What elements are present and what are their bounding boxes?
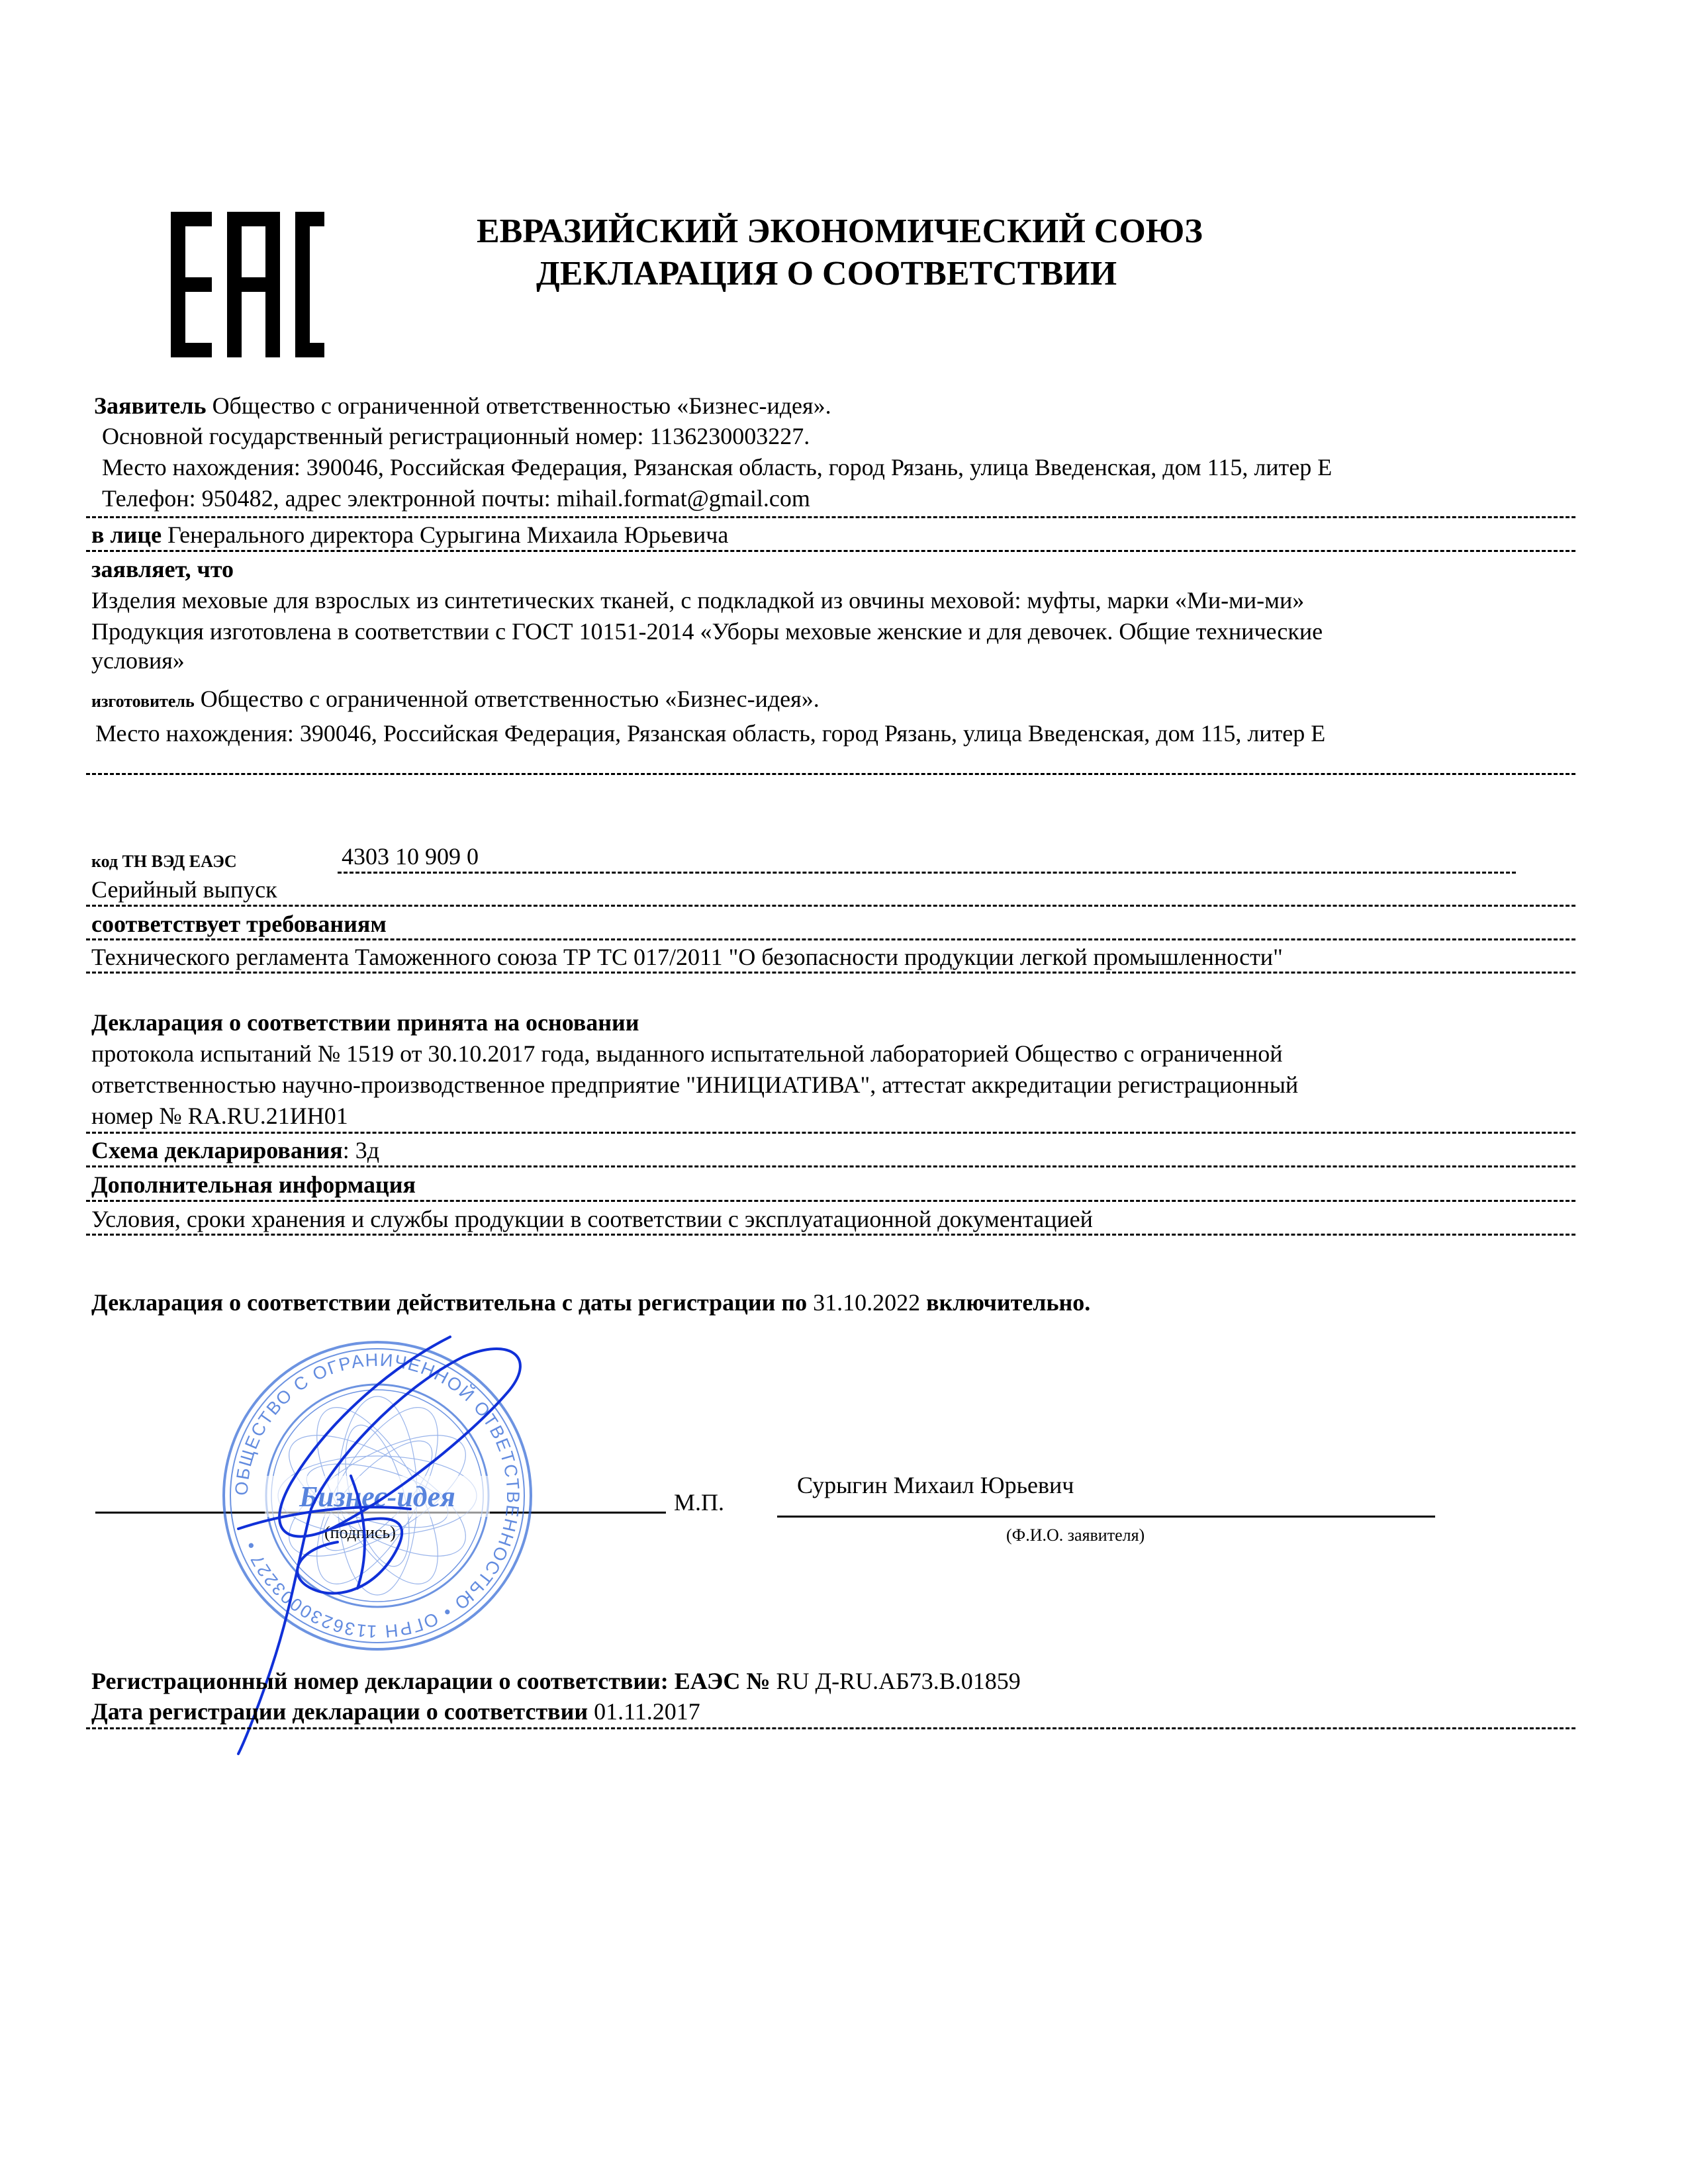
divider (86, 1165, 1575, 1167)
manufacturer-line (91, 684, 820, 716)
additional-label: Дополнительная информация (91, 1171, 416, 1198)
product-line-2: Продукция изготовлена в соответствии с ГОСТ 10151-2014 «Уборы меховые женские и для девочек. Общие технические (91, 618, 1323, 645)
scheme-label: Схема декларирования (91, 1137, 343, 1163)
signature-caption: (подпись) (324, 1523, 396, 1542)
divider (86, 905, 1575, 907)
signer-name: Сурыгин Михаил Юрьевич (797, 1472, 1074, 1498)
union-title: ЕВРАЗИЙСКИЙ ЭКОНОМИЧЕСКИЙ СОЮЗ (477, 212, 1203, 250)
mp-label: М.П. (674, 1489, 725, 1516)
divider (86, 550, 1575, 552)
validity-suffix: включительно. (926, 1289, 1091, 1316)
basis-line-1: протокола испытаний № 1519 от 30.10.2017 года, выданного испытательной лабораторией Общество с ограниченной (91, 1040, 1283, 1067)
divider (86, 938, 1575, 940)
registration-date-label: Дата регистрации декларации о соответствии (91, 1698, 588, 1725)
person-label: в лице (91, 522, 162, 548)
product-line-1: Изделия меховые для взрослых из синтетических тканей, с подкладкой из овчины меховой: муфты, марки «Ми-ми-ми» (91, 587, 1305, 614)
registration-number-label: Регистрационный номер декларации о соответствии: ЕАЭС № (91, 1668, 771, 1694)
applicant-name: Общество с ограниченной ответственностью «Бизнес-идея». (212, 392, 831, 419)
basis-line-2: ответственностью научно-производственное предприятие "ИНИЦИАТИВА", аттестат аккредитации регистрационный (91, 1071, 1299, 1098)
svg-text:ОБЩЕСТВО С ОГРАНИЧЕННОЙ ОТВЕТС: ОБЩЕСТВО С ОГРАНИЧЕННОЙ ОТВЕТСТВЕННОСТЬЮ • ОГРН 1136230003227 • (231, 1349, 524, 1642)
registration-number: RU Д-RU.АБ73.В.01859 (776, 1668, 1021, 1694)
divider (338, 872, 1516, 874)
divider (86, 1200, 1575, 1202)
requirements-label: соответствует требованиям (91, 911, 387, 937)
validity-prefix: Декларация о соответствии действительна с даты регистрации по (91, 1289, 808, 1316)
scheme-line (91, 1136, 379, 1165)
eac-logo (171, 212, 324, 357)
applicant-address: Место нахождения: 390046, Российская Федерация, Рязанская область, город Рязань, улица Введенская, дом 115, литер Е (102, 454, 1333, 480)
svg-text:Бизнес-идея: Бизнес-идея (299, 1480, 455, 1513)
divider (86, 1727, 1575, 1729)
registration-date-line (91, 1697, 700, 1726)
applicant-label: Заявитель (94, 392, 207, 419)
applicant-line (94, 391, 831, 420)
tnved-code: 4303 10 909 0 (342, 843, 479, 870)
additional-text: Условия, сроки хранения и службы продукции в соответствии с эксплуатационной документацией (91, 1206, 1093, 1232)
scheme-value: : 3д (342, 1137, 380, 1163)
serial-release: Серийный выпуск (91, 876, 277, 903)
divider (86, 516, 1575, 518)
product-line-3: условия» (91, 647, 185, 674)
applicant-ogrn: Основной государственный регистрационный номер: 1136230003227. (102, 423, 810, 449)
requirements-text: Технического регламента Таможенного союза ТР ТС 017/2011 "О безопасности продукции легкой промышленности" (91, 944, 1283, 970)
applicant-contacts: Телефон: 950482, адрес электронной почты: mihail.format@gmail.com (102, 485, 810, 512)
manufacturer-label: изготовитель (91, 692, 195, 711)
name-caption: (Ф.И.О. заявителя) (1006, 1525, 1145, 1545)
validity-date: 31.10.2022 (813, 1289, 921, 1316)
manufacturer-name: Общество с ограниченной ответственностью «Бизнес-идея». (200, 686, 820, 712)
manufacturer-address: Место нахождения: 390046, Российская Федерация, Рязанская область, город Рязань, улица Введенская, дом 115, литер Е (95, 720, 1326, 747)
declaration-title: ДЕКЛАРАЦИЯ О СООТВЕТСТВИИ (536, 255, 1117, 293)
person-line (91, 520, 728, 549)
tnved-label: код ТН ВЭД ЕАЭС (91, 852, 237, 871)
divider (86, 1132, 1575, 1134)
registration-date: 01.11.2017 (594, 1698, 700, 1725)
divider (86, 773, 1575, 775)
divider (86, 1234, 1575, 1236)
name-line (777, 1516, 1435, 1518)
person-name: Генерального директора Сурыгина Михаила Юрьевича (167, 522, 729, 548)
basis-line-3: номер № RA.RU.21ИН01 (91, 1103, 348, 1129)
divider (86, 972, 1575, 974)
registration-number-line (91, 1666, 1021, 1696)
basis-label: Декларация о соответствии принята на основании (91, 1009, 639, 1036)
declares-label: заявляет, что (91, 556, 234, 582)
